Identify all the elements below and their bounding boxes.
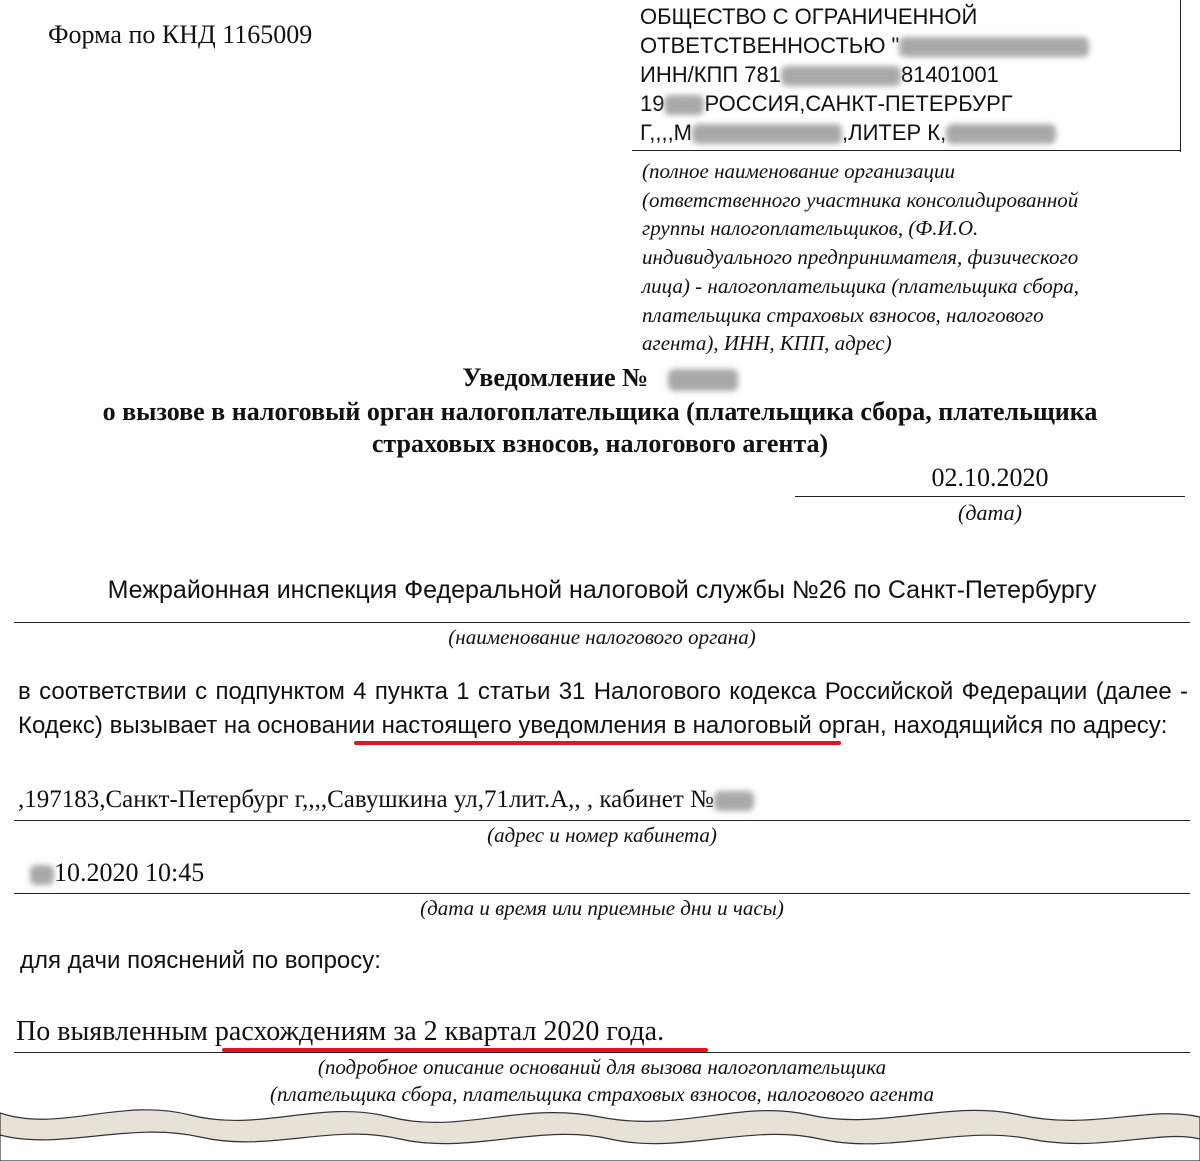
- notice-subtitle-1: о вызове в налоговый орган налогоплательщика (плательщика сбора, плательщика: [102, 397, 1098, 426]
- question-label: для дачи пояснений по вопросу:: [20, 947, 381, 974]
- org-line-4: 19 РОССИЯ,САНКТ-ПЕТЕРБУРГ: [640, 91, 1013, 116]
- org-line-2: ОТВЕТСТВЕННОСТЬЮ ": [640, 31, 1180, 60]
- tax-authority-name: Межрайонная инспекция Федеральной налоговой службы №26 по Санкт-Петербургу: [107, 576, 1097, 604]
- org-line-3: ИНН/КПП 781 81401001: [640, 62, 999, 87]
- visit-caption: (дата и время или приемные дни и часы): [420, 896, 784, 920]
- notice-title: Уведомление №: [0, 363, 1200, 393]
- notice-date: 02.10.2020: [931, 463, 1049, 492]
- org-caption: (полное наименование организации (ответственного участника консолидированной группы налогоплательщиков, (Ф.И.О. индивидуального предпринимателя, физического лица) - налогоплательщика (плательщика сбора, плательщика страховых взносов, налогового агента), ИНН, КПП, адрес): [642, 159, 1079, 356]
- reason-caption-2: (плательщика сбора, плательщика страховых взносов, налогового агента: [269, 1082, 935, 1106]
- organization-block: [640, 2, 1180, 147]
- highlight-underline-1: [354, 741, 841, 745]
- address-value: ,197183,Санкт-Петербург г,,,,Савушкина ул,71лит.А,, , кабинет №: [18, 786, 754, 814]
- torn-edge: [0, 1091, 1200, 1161]
- body-paragraph: в соответствии с подпунктом 4 пункта 1 статьи 31 Налогового кодекса Российской Федерации (далее - Кодекс) вызывает на основании настоящего уведомления в налоговый орган, находящийся по адресу:: [18, 678, 1188, 739]
- notice-subtitle-2: страховых взносов, налогового агента): [371, 429, 829, 458]
- visit-datetime: 10.2020 10:45: [30, 858, 204, 888]
- address-underline: [14, 820, 1190, 821]
- form-code: Форма по КНД 1165009: [48, 20, 313, 49]
- date-underline: [795, 496, 1185, 497]
- reason-value: По выявленным расхождениям за 2 квартал 2020 года.: [16, 1016, 665, 1047]
- org-underline: [632, 150, 1180, 151]
- authority-underline: [14, 622, 1190, 623]
- reason-underline: [14, 1052, 1190, 1053]
- authority-caption: (наименование налогового органа): [448, 625, 756, 649]
- reason-caption-1: (подробное описание оснований для вызова налогоплательщика: [317, 1055, 887, 1079]
- address-caption: (адрес и номер кабинета): [487, 823, 717, 847]
- date-caption: (дата): [958, 500, 1022, 525]
- visit-underline: [14, 893, 1190, 894]
- org-line-1: ОБЩЕСТВО С ОГРАНИЧЕННОЙ: [640, 4, 978, 29]
- org-right-rule: [1180, 0, 1181, 152]
- org-line-5: Г,,,,М ,ЛИТЕР К,: [640, 118, 1180, 147]
